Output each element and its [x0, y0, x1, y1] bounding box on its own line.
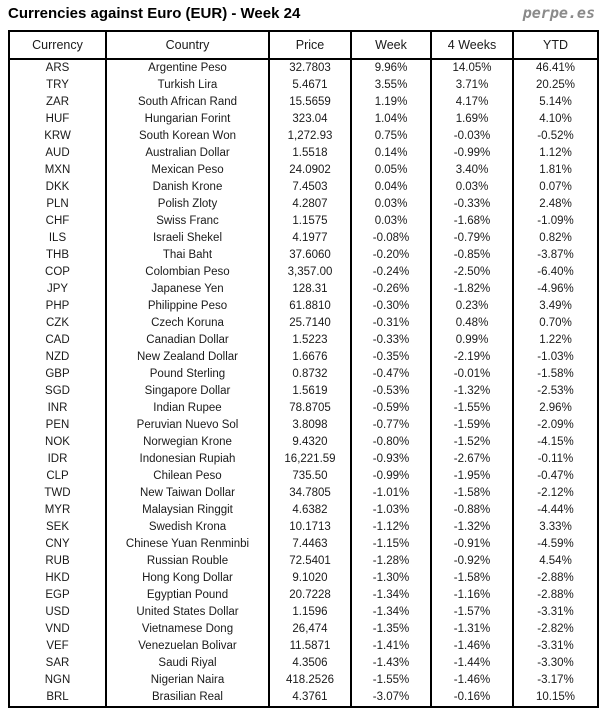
site-logo: perpe.es — [522, 4, 595, 22]
price-cell: 4.6382 — [269, 502, 351, 519]
ytd-change-cell: -0.11% — [513, 451, 598, 468]
currency-code-cell: PLN — [9, 196, 106, 213]
currency-code-cell: PHP — [9, 298, 106, 315]
four-weeks-change-cell: -1.46% — [431, 672, 513, 689]
country-cell: South African Rand — [106, 94, 269, 111]
price-cell: 0.8732 — [269, 366, 351, 383]
ytd-change-cell: 20.25% — [513, 77, 598, 94]
currency-code-cell: BRL — [9, 689, 106, 707]
country-cell: Vietnamese Dong — [106, 621, 269, 638]
four-weeks-change-cell: -0.79% — [431, 230, 513, 247]
ytd-change-cell: -2.09% — [513, 417, 598, 434]
currency-code-cell: DKK — [9, 179, 106, 196]
country-cell: Israeli Shekel — [106, 230, 269, 247]
currency-code-cell: SAR — [9, 655, 106, 672]
table-row — [9, 672, 598, 689]
table-row — [9, 400, 598, 417]
week-change-cell: 0.04% — [351, 179, 431, 196]
ytd-change-cell: 1.22% — [513, 332, 598, 349]
week-change-cell: 0.75% — [351, 128, 431, 145]
currency-code-cell: VND — [9, 621, 106, 638]
currency-code-cell: CHF — [9, 213, 106, 230]
price-cell: 4.3761 — [269, 689, 351, 707]
table-row — [9, 281, 598, 298]
country-cell: New Zealand Dollar — [106, 349, 269, 366]
currency-code-cell: TRY — [9, 77, 106, 94]
ytd-change-cell: -3.31% — [513, 604, 598, 621]
country-cell: Thai Baht — [106, 247, 269, 264]
price-cell: 61.8810 — [269, 298, 351, 315]
price-cell: 7.4503 — [269, 179, 351, 196]
currency-code-cell: MYR — [9, 502, 106, 519]
column-header-price: Price — [269, 31, 351, 59]
week-change-cell: -0.93% — [351, 451, 431, 468]
price-cell: 735.50 — [269, 468, 351, 485]
table-row — [9, 298, 598, 315]
four-weeks-change-cell: 3.40% — [431, 162, 513, 179]
country-cell: Turkish Lira — [106, 77, 269, 94]
table-row — [9, 502, 598, 519]
week-change-cell: 0.14% — [351, 145, 431, 162]
ytd-change-cell: 5.14% — [513, 94, 598, 111]
price-cell: 78.8705 — [269, 400, 351, 417]
week-change-cell: -0.24% — [351, 264, 431, 281]
week-change-cell: -1.03% — [351, 502, 431, 519]
table-row — [9, 179, 598, 196]
week-change-cell: -0.20% — [351, 247, 431, 264]
ytd-change-cell: -2.88% — [513, 587, 598, 604]
currency-code-cell: CZK — [9, 315, 106, 332]
price-cell: 323.04 — [269, 111, 351, 128]
four-weeks-change-cell: -1.46% — [431, 638, 513, 655]
country-cell: Malaysian Ringgit — [106, 502, 269, 519]
ytd-change-cell: -4.96% — [513, 281, 598, 298]
table-row — [9, 383, 598, 400]
currency-code-cell: IDR — [9, 451, 106, 468]
table-row — [9, 145, 598, 162]
week-change-cell: 0.03% — [351, 213, 431, 230]
four-weeks-change-cell: 3.71% — [431, 77, 513, 94]
currency-code-cell: CLP — [9, 468, 106, 485]
price-cell: 11.5871 — [269, 638, 351, 655]
week-change-cell: -1.34% — [351, 604, 431, 621]
table-row — [9, 213, 598, 230]
price-cell: 1.1596 — [269, 604, 351, 621]
table-row — [9, 128, 598, 145]
column-header-currency: Currency — [9, 31, 106, 59]
week-change-cell: 0.03% — [351, 196, 431, 213]
currency-code-cell: VEF — [9, 638, 106, 655]
week-change-cell: -1.28% — [351, 553, 431, 570]
country-cell: Mexican Peso — [106, 162, 269, 179]
country-cell: Polish Zloty — [106, 196, 269, 213]
ytd-change-cell: 46.41% — [513, 59, 598, 77]
price-cell: 128.31 — [269, 281, 351, 298]
week-change-cell: -1.41% — [351, 638, 431, 655]
country-cell: Peruvian Nuevo Sol — [106, 417, 269, 434]
price-cell: 15.5659 — [269, 94, 351, 111]
price-cell: 418.2526 — [269, 672, 351, 689]
table-row — [9, 349, 598, 366]
four-weeks-change-cell: -2.19% — [431, 349, 513, 366]
ytd-change-cell: 10.15% — [513, 689, 598, 707]
four-weeks-change-cell: -1.32% — [431, 519, 513, 536]
week-change-cell: -1.12% — [351, 519, 431, 536]
table-row — [9, 59, 598, 77]
four-weeks-change-cell: -0.88% — [431, 502, 513, 519]
four-weeks-change-cell: -1.82% — [431, 281, 513, 298]
country-cell: United States Dollar — [106, 604, 269, 621]
week-change-cell: 1.19% — [351, 94, 431, 111]
four-weeks-change-cell: 0.99% — [431, 332, 513, 349]
table-row — [9, 94, 598, 111]
currency-code-cell: ZAR — [9, 94, 106, 111]
table-row — [9, 570, 598, 587]
currency-code-cell: INR — [9, 400, 106, 417]
week-change-cell: -0.53% — [351, 383, 431, 400]
table-row — [9, 247, 598, 264]
week-change-cell: -0.31% — [351, 315, 431, 332]
four-weeks-change-cell: -1.52% — [431, 434, 513, 451]
table-row — [9, 621, 598, 638]
table-row — [9, 604, 598, 621]
week-change-cell: -0.35% — [351, 349, 431, 366]
country-cell: Swedish Krona — [106, 519, 269, 536]
country-cell: New Taiwan Dollar — [106, 485, 269, 502]
country-cell: South Korean Won — [106, 128, 269, 145]
price-cell: 24.0902 — [269, 162, 351, 179]
four-weeks-change-cell: 4.17% — [431, 94, 513, 111]
week-change-cell: -0.80% — [351, 434, 431, 451]
price-cell: 9.1020 — [269, 570, 351, 587]
currency-code-cell: JPY — [9, 281, 106, 298]
four-weeks-change-cell: -0.01% — [431, 366, 513, 383]
country-cell: Czech Koruna — [106, 315, 269, 332]
country-cell: Hong Kong Dollar — [106, 570, 269, 587]
currency-code-cell: PEN — [9, 417, 106, 434]
topbar — [8, 4, 597, 28]
four-weeks-change-cell: 0.03% — [431, 179, 513, 196]
week-change-cell: 0.05% — [351, 162, 431, 179]
currency-code-cell: RUB — [9, 553, 106, 570]
currency-code-cell: KRW — [9, 128, 106, 145]
column-header-week: Week — [351, 31, 431, 59]
price-cell: 3.8098 — [269, 417, 351, 434]
ytd-change-cell: -3.87% — [513, 247, 598, 264]
table-row — [9, 536, 598, 553]
week-change-cell: -0.33% — [351, 332, 431, 349]
currency-code-cell: CAD — [9, 332, 106, 349]
week-change-cell: -0.26% — [351, 281, 431, 298]
price-cell: 37.6060 — [269, 247, 351, 264]
price-cell: 10.1713 — [269, 519, 351, 536]
currency-code-cell: AUD — [9, 145, 106, 162]
country-cell: Nigerian Naira — [106, 672, 269, 689]
price-cell: 20.7228 — [269, 587, 351, 604]
four-weeks-change-cell: 0.23% — [431, 298, 513, 315]
ytd-change-cell: 1.81% — [513, 162, 598, 179]
price-cell: 1.5518 — [269, 145, 351, 162]
currency-code-cell: SEK — [9, 519, 106, 536]
table-row — [9, 451, 598, 468]
country-cell: Philippine Peso — [106, 298, 269, 315]
column-header-4weeks: 4 Weeks — [431, 31, 513, 59]
price-cell: 34.7805 — [269, 485, 351, 502]
currency-code-cell: ARS — [9, 59, 106, 77]
currency-code-cell: HKD — [9, 570, 106, 587]
price-cell: 26,474 — [269, 621, 351, 638]
currency-code-cell: SGD — [9, 383, 106, 400]
country-cell: Danish Krone — [106, 179, 269, 196]
table-row — [9, 519, 598, 536]
price-cell: 1,272.93 — [269, 128, 351, 145]
table-row — [9, 638, 598, 655]
country-cell: Chilean Peso — [106, 468, 269, 485]
ytd-change-cell: 3.49% — [513, 298, 598, 315]
week-change-cell: -1.01% — [351, 485, 431, 502]
ytd-change-cell: -3.31% — [513, 638, 598, 655]
week-change-cell: -1.35% — [351, 621, 431, 638]
ytd-change-cell: 1.12% — [513, 145, 598, 162]
price-cell: 4.3506 — [269, 655, 351, 672]
table-row — [9, 196, 598, 213]
country-cell: Pound Sterling — [106, 366, 269, 383]
currency-code-cell: GBP — [9, 366, 106, 383]
ytd-change-cell: -2.12% — [513, 485, 598, 502]
currency-code-cell: NZD — [9, 349, 106, 366]
page-title: Currencies against Euro (EUR) - Week 24 — [8, 5, 301, 22]
country-cell: Russian Rouble — [106, 553, 269, 570]
table-row — [9, 417, 598, 434]
ytd-change-cell: -6.40% — [513, 264, 598, 281]
table-row — [9, 366, 598, 383]
country-cell: Norwegian Krone — [106, 434, 269, 451]
four-weeks-change-cell: -0.99% — [431, 145, 513, 162]
price-cell: 1.5619 — [269, 383, 351, 400]
table-row — [9, 111, 598, 128]
table-row — [9, 689, 598, 707]
week-change-cell: 1.04% — [351, 111, 431, 128]
four-weeks-change-cell: -1.16% — [431, 587, 513, 604]
week-change-cell: -0.99% — [351, 468, 431, 485]
ytd-change-cell: 2.48% — [513, 196, 598, 213]
table-row — [9, 332, 598, 349]
table-row — [9, 655, 598, 672]
ytd-change-cell: -2.53% — [513, 383, 598, 400]
four-weeks-change-cell: -1.68% — [431, 213, 513, 230]
ytd-change-cell: 4.54% — [513, 553, 598, 570]
week-change-cell: -1.43% — [351, 655, 431, 672]
four-weeks-change-cell: -0.92% — [431, 553, 513, 570]
ytd-change-cell: -0.52% — [513, 128, 598, 145]
ytd-change-cell: -2.82% — [513, 621, 598, 638]
week-change-cell: -1.30% — [351, 570, 431, 587]
four-weeks-change-cell: -2.50% — [431, 264, 513, 281]
ytd-change-cell: 2.96% — [513, 400, 598, 417]
currency-code-cell: TWD — [9, 485, 106, 502]
country-cell: Saudi Riyal — [106, 655, 269, 672]
four-weeks-change-cell: -1.57% — [431, 604, 513, 621]
country-cell: Japanese Yen — [106, 281, 269, 298]
ytd-change-cell: 4.10% — [513, 111, 598, 128]
price-cell: 72.5401 — [269, 553, 351, 570]
week-change-cell: -0.77% — [351, 417, 431, 434]
price-cell: 4.1977 — [269, 230, 351, 247]
ytd-change-cell: 0.07% — [513, 179, 598, 196]
country-cell: Singapore Dollar — [106, 383, 269, 400]
table-row — [9, 264, 598, 281]
table-row — [9, 77, 598, 94]
four-weeks-change-cell: 1.69% — [431, 111, 513, 128]
column-header-country: Country — [106, 31, 269, 59]
four-weeks-change-cell: -1.55% — [431, 400, 513, 417]
ytd-change-cell: -4.44% — [513, 502, 598, 519]
table-row — [9, 230, 598, 247]
ytd-change-cell: -3.30% — [513, 655, 598, 672]
price-cell: 1.6676 — [269, 349, 351, 366]
table-row — [9, 162, 598, 179]
four-weeks-change-cell: -0.16% — [431, 689, 513, 707]
country-cell: Indian Rupee — [106, 400, 269, 417]
price-cell: 3,357.00 — [269, 264, 351, 281]
country-cell: Canadian Dollar — [106, 332, 269, 349]
country-cell: Brasilian Real — [106, 689, 269, 707]
four-weeks-change-cell: -2.67% — [431, 451, 513, 468]
four-weeks-change-cell: -1.32% — [431, 383, 513, 400]
currency-code-cell: COP — [9, 264, 106, 281]
country-cell: Egyptian Pound — [106, 587, 269, 604]
country-cell: Australian Dollar — [106, 145, 269, 162]
currency-code-cell: CNY — [9, 536, 106, 553]
country-cell: Argentine Peso — [106, 59, 269, 77]
country-cell: Chinese Yuan Renminbi — [106, 536, 269, 553]
price-cell: 25.7140 — [269, 315, 351, 332]
price-cell: 1.1575 — [269, 213, 351, 230]
currency-code-cell: ILS — [9, 230, 106, 247]
week-change-cell: -0.59% — [351, 400, 431, 417]
ytd-change-cell: -0.47% — [513, 468, 598, 485]
ytd-change-cell: -1.58% — [513, 366, 598, 383]
four-weeks-change-cell: -1.58% — [431, 485, 513, 502]
currency-table — [8, 30, 599, 708]
ytd-change-cell: -2.88% — [513, 570, 598, 587]
currency-code-cell: EGP — [9, 587, 106, 604]
country-cell: Swiss Franc — [106, 213, 269, 230]
ytd-change-cell: 0.82% — [513, 230, 598, 247]
four-weeks-change-cell: -1.44% — [431, 655, 513, 672]
price-cell: 16,221.59 — [269, 451, 351, 468]
ytd-change-cell: -1.09% — [513, 213, 598, 230]
price-cell: 1.5223 — [269, 332, 351, 349]
four-weeks-change-cell: -0.33% — [431, 196, 513, 213]
price-cell: 7.4463 — [269, 536, 351, 553]
price-cell: 9.4320 — [269, 434, 351, 451]
table-row — [9, 434, 598, 451]
country-cell: Indonesian Rupiah — [106, 451, 269, 468]
currency-code-cell: USD — [9, 604, 106, 621]
table-row — [9, 468, 598, 485]
currency-code-cell: NOK — [9, 434, 106, 451]
table-body — [9, 59, 598, 707]
currency-code-cell: NGN — [9, 672, 106, 689]
week-change-cell: -3.07% — [351, 689, 431, 707]
table-row — [9, 485, 598, 502]
ytd-change-cell: 0.70% — [513, 315, 598, 332]
four-weeks-change-cell: 0.48% — [431, 315, 513, 332]
ytd-change-cell: -3.17% — [513, 672, 598, 689]
week-change-cell: -1.55% — [351, 672, 431, 689]
currency-code-cell: MXN — [9, 162, 106, 179]
table-row — [9, 553, 598, 570]
currency-code-cell: HUF — [9, 111, 106, 128]
header-row — [9, 31, 598, 59]
column-header-ytd: YTD — [513, 31, 598, 59]
week-change-cell: -1.34% — [351, 587, 431, 604]
ytd-change-cell: -4.59% — [513, 536, 598, 553]
ytd-change-cell: -4.15% — [513, 434, 598, 451]
four-weeks-change-cell: -1.58% — [431, 570, 513, 587]
four-weeks-change-cell: -1.31% — [431, 621, 513, 638]
price-cell: 4.2807 — [269, 196, 351, 213]
country-cell: Colombian Peso — [106, 264, 269, 281]
table-row — [9, 587, 598, 604]
country-cell: Venezuelan Bolivar — [106, 638, 269, 655]
week-change-cell: -0.30% — [351, 298, 431, 315]
four-weeks-change-cell: -1.95% — [431, 468, 513, 485]
four-weeks-change-cell: -0.85% — [431, 247, 513, 264]
price-cell: 32.7803 — [269, 59, 351, 77]
four-weeks-change-cell: -0.03% — [431, 128, 513, 145]
week-change-cell: -1.15% — [351, 536, 431, 553]
table-row — [9, 315, 598, 332]
ytd-change-cell: 3.33% — [513, 519, 598, 536]
ytd-change-cell: -1.03% — [513, 349, 598, 366]
country-cell: Hungarian Forint — [106, 111, 269, 128]
table-header — [9, 31, 598, 59]
four-weeks-change-cell: -0.91% — [431, 536, 513, 553]
week-change-cell: -0.08% — [351, 230, 431, 247]
week-change-cell: -0.47% — [351, 366, 431, 383]
week-change-cell: 9.96% — [351, 59, 431, 77]
currency-code-cell: THB — [9, 247, 106, 264]
four-weeks-change-cell: 14.05% — [431, 59, 513, 77]
week-change-cell: 3.55% — [351, 77, 431, 94]
price-cell: 5.4671 — [269, 77, 351, 94]
four-weeks-change-cell: -1.59% — [431, 417, 513, 434]
